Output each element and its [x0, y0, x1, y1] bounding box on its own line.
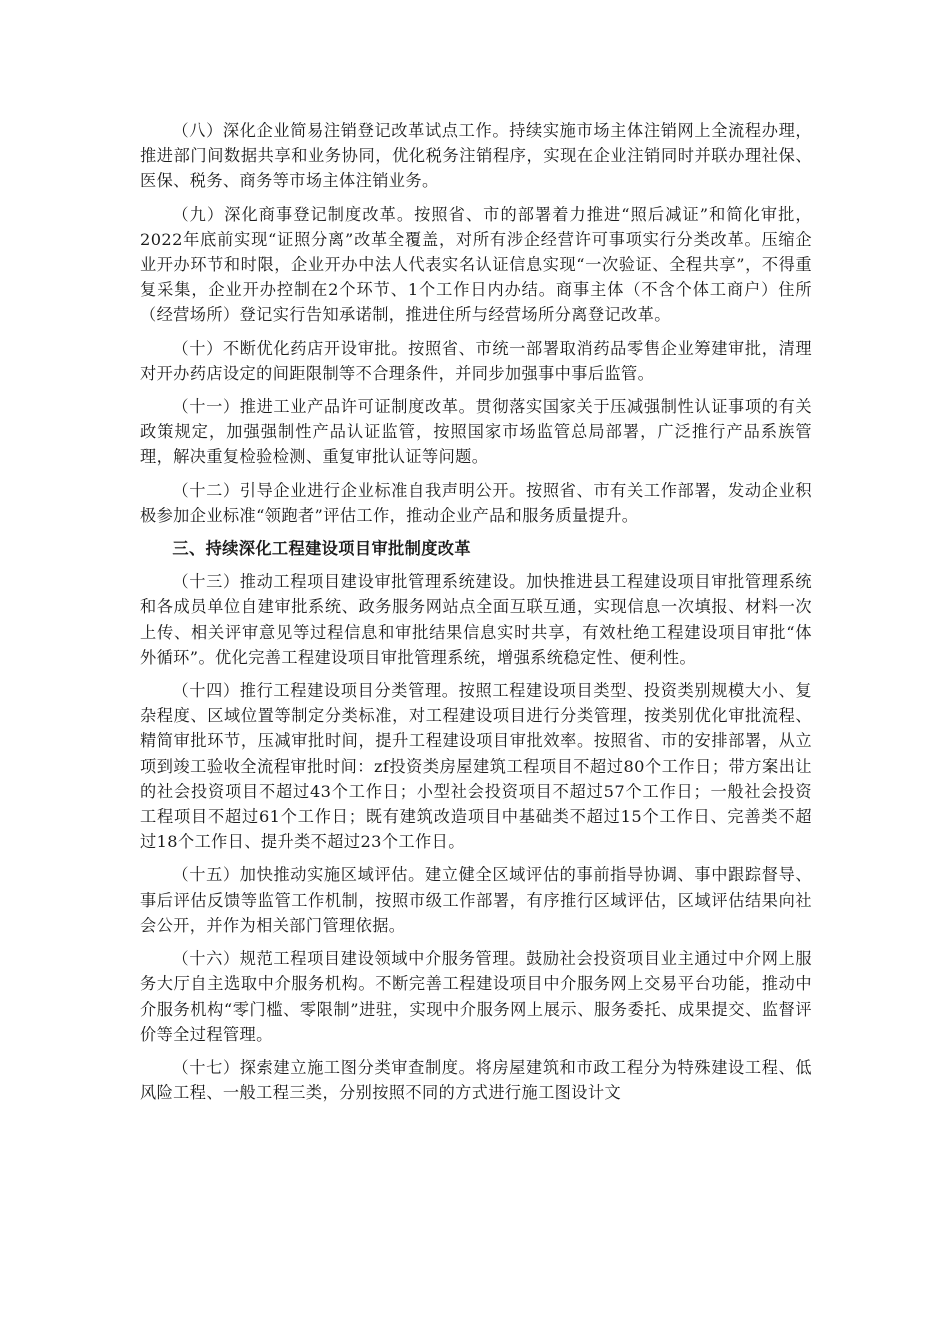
- paragraph-10: （十）不断优化药店开设审批。按照省、市统一部署取消药品零售企业筹建审批，清理对开办药店设定的间距限制等不合理条件，并同步加强事中事后监管。: [140, 338, 812, 383]
- paragraph-12: （十二）引导企业进行企业标准自我声明公开。按照省、市有关工作部署，发动企业积极参加企业标准“领跑者”评估工作，推动企业产品和服务质量提升。: [140, 480, 812, 525]
- paragraph-13: （十三）推动工程项目建设审批管理系统建设。加快推进县工程建设项目审批管理系统和各成员单位自建审批系统、政务服务网站点全面互联互通，实现信息一次填报、材料一次上传、相关评审意见等过程信息和审批结果信息实时共享，有效杜绝工程建设项目审批“体外循环”。优化完善工程建设项目审批管理系统，增强系统稳定性、便利性。: [140, 572, 812, 667]
- paragraph-8: （八）深化企业简易注销登记改革试点工作。持续实施市场主体注销网上全流程办理，推进部门间数据共享和业务协同，优化税务注销程序，实现在企业注销同时并联办理社保、医保、税务、商务等市场主体注销业务。: [140, 121, 812, 191]
- paragraph-9: （九）深化商事登记制度改革。按照省、市的部署着力推进“照后减证”和简化审批，2022年底前实现“证照分离”改革全覆盖，对所有涉企经营许可事项实行分类改革。压缩企业开办环节和时限，企业开办中法人代表实名认证信息实现“一次验证、全程共享”，不得重复采集，企业开办控制在2个环节、1个工作日内办结。商事主体（不含个体工商户）住所（经营场所）登记实行告知承诺制，推进住所与经营场所分离登记改革。: [140, 204, 812, 325]
- section-heading: 三、持续深化工程建设项目审批制度改革: [172, 539, 471, 559]
- document-page: [140, 118, 812, 1113]
- paragraph-16: （十六）规范工程项目建设领域中介服务管理。鼓励社会投资项目业主通过中介网上服务大厅自主选取中介服务机构。不断完善工程建设项目中介服务网上交易平台功能，推动中介服务机构“零门槛、零限制”进驻，实现中介服务网上展示、服务委托、成果提交、监督评价等全过程管理。: [140, 949, 812, 1044]
- paragraph-17: （十七）探索建立施工图分类审查制度。将房屋建筑和市政工程分为特殊建设工程、低风险工程、一般工程三类，分别按照不同的方式进行施工图设计文: [140, 1057, 812, 1103]
- paragraph-15: （十五）加快推动实施区域评估。建立健全区域评估的事前指导协调、事中跟踪督导、事后评估反馈等监管工作机制，按照市级工作部署，有序推行区域评估，区域评估结果向社会公开，并作为相关部门管理依据。: [140, 865, 812, 935]
- paragraph-14: （十四）推行工程建设项目分类管理。按照工程建设项目类型、投资类别规模大小、复杂程度、区域位置等制定分类标准，对工程建设项目进行分类管理，按类别优化审批流程、精简审批环节，压减审批时间，提升工程建设项目审批效率。按照省、市的安排部署，从立项到竣工验收全流程审批时间：zf投资类房屋建筑工程项目不超过80个工作日；带方案出让的社会投资项目不超过43个工作日；小型社会投资项目不超过57个工作日；一般社会投资工程项目不超过61个工作日；既有建筑改造项目中基础类不超过15个工作日、完善类不超过18个工作日、提升类不超过23个工作日。: [140, 681, 812, 852]
- paragraph-11: （十一）推进工业产品许可证制度改革。贯彻落实国家关于压减强制性认证事项的有关政策规定，加强强制性产品认证监管，按照国家市场监管总局部署，广泛推行产品系族管理，解决重复检验检测、重复审批认证等问题。: [140, 397, 812, 467]
